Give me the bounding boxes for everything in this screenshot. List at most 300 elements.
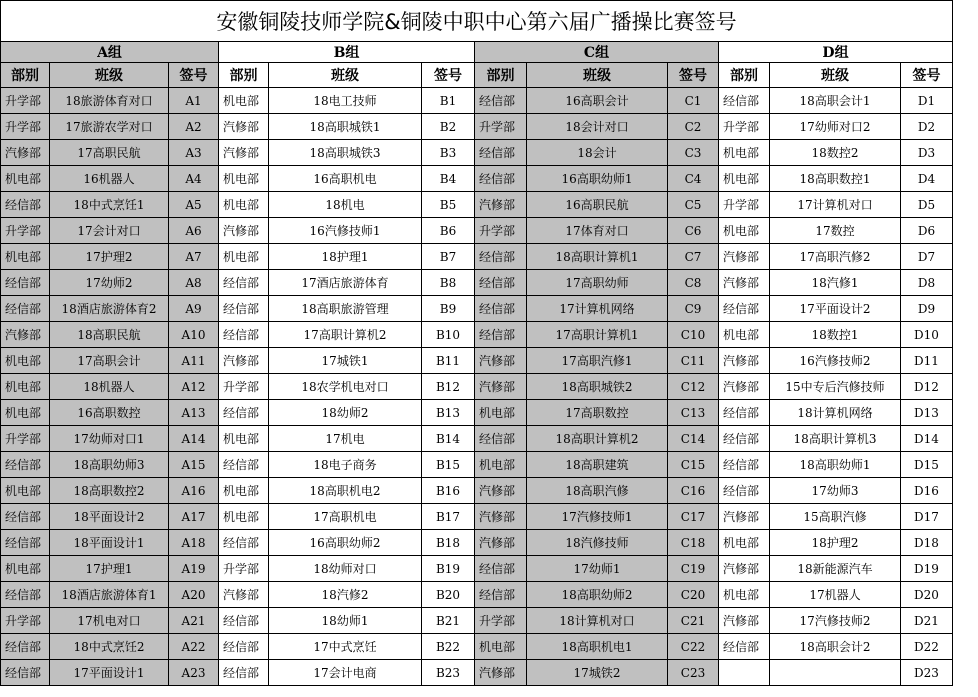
class-cell: 18汽修2 [269,582,422,608]
number-cell: C6 [668,218,719,244]
dept-cell: 升学部 [1,114,50,140]
number-cell: B5 [422,192,475,218]
dept-cell: 机电部 [219,478,269,504]
class-cell: 17酒店旅游体育 [269,270,422,296]
table-row [1,504,953,530]
dept-cell: 汽修部 [719,348,770,374]
dept-cell: 机电部 [219,166,269,192]
number-cell: B12 [422,374,475,400]
dept-cell: 汽修部 [475,478,527,504]
dept-cell: 经信部 [1,660,50,686]
number-cell: A8 [169,270,219,296]
number-cell: B18 [422,530,475,556]
dept-cell: 升学部 [219,374,269,400]
class-cell: 18汽修技师 [527,530,668,556]
dept-cell: 机电部 [719,530,770,556]
class-cell: 16高职幼师1 [527,166,668,192]
table-row [1,348,953,374]
class-cell: 17城铁2 [527,660,668,686]
class-cell: 18幼师2 [269,400,422,426]
number-cell: A7 [169,244,219,270]
number-cell: D13 [901,400,953,426]
number-cell: D7 [901,244,953,270]
class-cell: 17会计对口 [50,218,169,244]
dept-cell: 机电部 [219,426,269,452]
class-cell: 17高职汽修2 [770,244,901,270]
class-cell: 16高职幼师2 [269,530,422,556]
number-cell: C8 [668,270,719,296]
number-cell: C3 [668,140,719,166]
number-cell: B4 [422,166,475,192]
table-row [1,478,953,504]
dept-cell: 汽修部 [719,556,770,582]
number-cell: D21 [901,608,953,634]
dept-cell: 机电部 [219,192,269,218]
class-cell: 18幼师1 [269,608,422,634]
class-cell: 18高职幼师2 [527,582,668,608]
class-cell: 17汽修技师1 [527,504,668,530]
dept-cell: 机电部 [475,400,527,426]
class-cell: 17高职计算机1 [527,322,668,348]
number-cell: A11 [169,348,219,374]
number-cell: B7 [422,244,475,270]
class-cell: 18高职会计2 [770,634,901,660]
class-cell: 18平面设计2 [50,504,169,530]
class-cell: 17高职会计 [50,348,169,374]
class-cell: 18高职幼师3 [50,452,169,478]
number-cell: C5 [668,192,719,218]
number-cell: B21 [422,608,475,634]
dept-cell: 经信部 [475,270,527,296]
dept-cell: 机电部 [1,244,50,270]
class-cell: 18高职城铁1 [269,114,422,140]
number-cell: A13 [169,400,219,426]
class-cell: 18高职数控1 [770,166,901,192]
number-cell: C15 [668,452,719,478]
class-cell: 18护理2 [770,530,901,556]
class-cell: 17幼师对口2 [770,114,901,140]
class-cell: 18中式烹饪2 [50,634,169,660]
class-cell: 18高职会计1 [770,88,901,114]
dept-cell: 升学部 [475,218,527,244]
dept-cell: 升学部 [719,192,770,218]
dept-cell: 经信部 [219,400,269,426]
table-row [1,374,953,400]
number-cell: C13 [668,400,719,426]
number-cell: A9 [169,296,219,322]
number-cell: D20 [901,582,953,608]
class-cell: 16汽修技师1 [269,218,422,244]
dept-cell: 经信部 [219,452,269,478]
column-header-cls: 班级 [269,63,422,88]
table-row [1,218,953,244]
dept-cell: 经信部 [1,192,50,218]
table-row [1,660,953,686]
dept-cell: 升学部 [719,114,770,140]
dept-cell: 经信部 [719,634,770,660]
dept-cell: 经信部 [1,504,50,530]
dept-cell: 汽修部 [219,348,269,374]
dept-cell: 机电部 [219,244,269,270]
dept-cell: 机电部 [475,634,527,660]
dept-cell: 经信部 [219,634,269,660]
dept-cell: 经信部 [1,270,50,296]
number-cell: D4 [901,166,953,192]
column-header-dept: 部别 [475,63,527,88]
number-cell: A16 [169,478,219,504]
dept-cell: 机电部 [719,322,770,348]
number-cell: D12 [901,374,953,400]
class-cell: 18高职计算机1 [527,244,668,270]
number-cell: D19 [901,556,953,582]
class-cell: 17平面设计2 [770,296,901,322]
group-label: D组 [719,42,953,63]
table-row [1,322,953,348]
class-cell: 18护理1 [269,244,422,270]
dept-cell: 经信部 [219,322,269,348]
class-cell: 18高职旅游管理 [269,296,422,322]
class-cell: 18数控1 [770,322,901,348]
dept-cell: 机电部 [719,140,770,166]
number-cell: A6 [169,218,219,244]
class-cell: 18高职计算机2 [527,426,668,452]
class-cell: 17幼师3 [770,478,901,504]
dept-cell: 汽修部 [719,504,770,530]
number-cell: A10 [169,322,219,348]
class-cell: 18新能源汽车 [770,556,901,582]
table-row [1,582,953,608]
dept-cell: 机电部 [1,166,50,192]
class-cell: 17高职幼师 [527,270,668,296]
class-cell: 17平面设计1 [50,660,169,686]
class-cell: 15高职汽修 [770,504,901,530]
class-cell: 17汽修技师2 [770,608,901,634]
number-cell: D10 [901,322,953,348]
dept-cell: 升学部 [1,218,50,244]
number-cell: D8 [901,270,953,296]
number-cell: B14 [422,426,475,452]
dept-cell: 经信部 [719,426,770,452]
class-cell: 17高职机电 [269,504,422,530]
dept-cell: 经信部 [719,88,770,114]
number-cell: A21 [169,608,219,634]
number-cell: B16 [422,478,475,504]
dept-cell: 机电部 [1,400,50,426]
number-cell: B2 [422,114,475,140]
table-row [1,244,953,270]
class-cell: 15中专后汽修技师 [770,374,901,400]
dept-cell: 升学部 [475,608,527,634]
dept-cell: 经信部 [475,426,527,452]
dept-cell: 汽修部 [475,660,527,686]
column-header-num: 签号 [422,63,475,88]
class-cell: 17护理1 [50,556,169,582]
class-cell: 18高职幼师1 [770,452,901,478]
dept-cell: 机电部 [219,88,269,114]
class-cell: 18高职城铁3 [269,140,422,166]
class-cell: 18电工技师 [269,88,422,114]
column-header-cls: 班级 [50,63,169,88]
number-cell: C20 [668,582,719,608]
number-cell: B9 [422,296,475,322]
number-cell: D1 [901,88,953,114]
class-cell: 18高职汽修 [527,478,668,504]
number-cell: C22 [668,634,719,660]
dept-cell: 汽修部 [719,270,770,296]
number-cell: B10 [422,322,475,348]
class-cell: 18电子商务 [269,452,422,478]
table-row [1,530,953,556]
number-cell: C17 [668,504,719,530]
column-header-cls: 班级 [527,63,668,88]
class-cell: 16机器人 [50,166,169,192]
class-cell: 18中式烹饪1 [50,192,169,218]
number-cell: C4 [668,166,719,192]
class-cell: 17高职计算机2 [269,322,422,348]
number-cell: D2 [901,114,953,140]
number-cell: B23 [422,660,475,686]
class-cell: 17机电 [269,426,422,452]
dept-cell: 汽修部 [219,582,269,608]
number-cell: A2 [169,114,219,140]
dept-cell: 经信部 [475,556,527,582]
column-header-cls: 班级 [770,63,901,88]
class-cell: 16高职数控 [50,400,169,426]
dept-cell: 升学部 [1,426,50,452]
number-cell: B11 [422,348,475,374]
number-cell: B13 [422,400,475,426]
dept-cell: 经信部 [475,244,527,270]
number-cell: D14 [901,426,953,452]
class-cell: 17幼师2 [50,270,169,296]
class-cell: 16高职会计 [527,88,668,114]
class-cell: 17计算机对口 [770,192,901,218]
dept-cell: 机电部 [1,556,50,582]
table-row [1,270,953,296]
number-cell: C19 [668,556,719,582]
dept-cell: 汽修部 [219,114,269,140]
class-cell: 18高职机电2 [269,478,422,504]
dept-cell: 机电部 [219,504,269,530]
dept-cell: 汽修部 [219,140,269,166]
number-cell: C14 [668,426,719,452]
dept-cell: 经信部 [475,296,527,322]
class-cell: 17城铁1 [269,348,422,374]
dept-cell: 经信部 [475,166,527,192]
class-cell: 18会计对口 [527,114,668,140]
number-cell: B3 [422,140,475,166]
dept-cell: 经信部 [475,88,527,114]
number-cell: D3 [901,140,953,166]
column-header-row [1,63,953,88]
dept-cell: 经信部 [1,530,50,556]
dept-cell: 经信部 [719,400,770,426]
class-cell: 18高职数控2 [50,478,169,504]
number-cell: D16 [901,478,953,504]
number-cell: B19 [422,556,475,582]
table-row [1,140,953,166]
class-cell: 18高职机电1 [527,634,668,660]
dept-cell: 升学部 [1,88,50,114]
dept-cell: 机电部 [1,348,50,374]
column-header-num: 签号 [901,63,953,88]
dept-cell: 经信部 [719,452,770,478]
dept-cell: 经信部 [1,296,50,322]
dept-cell: 经信部 [1,634,50,660]
class-cell: 18计算机对口 [527,608,668,634]
class-cell: 18旅游体育对口 [50,88,169,114]
class-cell: 18高职城铁2 [527,374,668,400]
number-cell: D11 [901,348,953,374]
number-cell: D9 [901,296,953,322]
dept-cell: 经信部 [475,322,527,348]
group-header-row [1,42,953,63]
class-cell: 18汽修1 [770,270,901,296]
table-row [1,296,953,322]
class-cell: 17中式烹饪 [269,634,422,660]
class-cell: 16高职民航 [527,192,668,218]
class-cell: 17机器人 [770,582,901,608]
number-cell: A12 [169,374,219,400]
class-cell: 18高职民航 [50,322,169,348]
class-cell: 18酒店旅游体育1 [50,582,169,608]
group-label: B组 [219,42,475,63]
number-cell: A1 [169,88,219,114]
number-cell: D6 [901,218,953,244]
class-cell: 18数控2 [770,140,901,166]
class-cell: 18高职建筑 [527,452,668,478]
class-cell: 18平面设计1 [50,530,169,556]
dept-cell: 汽修部 [475,374,527,400]
dept-cell [719,660,770,686]
number-cell: B20 [422,582,475,608]
number-cell: C23 [668,660,719,686]
dept-cell: 升学部 [1,608,50,634]
class-cell: 17体育对口 [527,218,668,244]
number-cell: A18 [169,530,219,556]
dept-cell: 经信部 [219,530,269,556]
dept-cell: 机电部 [475,452,527,478]
dept-cell: 机电部 [1,374,50,400]
number-cell: C9 [668,296,719,322]
page-title: 安徽铜陵技师学院&铜陵中职中心第六届广播操比赛签号 [1,1,953,42]
table-row [1,400,953,426]
class-cell: 17旅游农学对口 [50,114,169,140]
dept-cell: 经信部 [719,478,770,504]
number-cell: D17 [901,504,953,530]
class-cell: 16高职机电 [269,166,422,192]
number-cell: D5 [901,192,953,218]
dept-cell: 经信部 [219,608,269,634]
dept-cell: 汽修部 [475,504,527,530]
dept-cell: 经信部 [475,140,527,166]
number-cell: A17 [169,504,219,530]
number-cell: A5 [169,192,219,218]
number-cell: A23 [169,660,219,686]
number-cell: D23 [901,660,953,686]
class-cell: 17幼师对口1 [50,426,169,452]
number-cell: C18 [668,530,719,556]
class-cell: 17幼师1 [527,556,668,582]
dept-cell: 汽修部 [719,608,770,634]
dept-cell: 机电部 [719,582,770,608]
number-cell: A3 [169,140,219,166]
number-cell: D22 [901,634,953,660]
dept-cell: 升学部 [219,556,269,582]
class-cell: 17机电对口 [50,608,169,634]
number-cell: C2 [668,114,719,140]
column-header-num: 签号 [169,63,219,88]
table-row [1,88,953,114]
dept-cell: 汽修部 [475,348,527,374]
dept-cell: 经信部 [475,582,527,608]
class-cell: 18机器人 [50,374,169,400]
dept-cell: 机电部 [1,478,50,504]
dept-cell: 汽修部 [475,192,527,218]
dept-cell: 汽修部 [1,140,50,166]
class-cell: 18机电 [269,192,422,218]
class-cell: 17高职民航 [50,140,169,166]
class-cell: 17会计电商 [269,660,422,686]
number-cell: D15 [901,452,953,478]
table-row [1,192,953,218]
class-cell [770,660,901,686]
class-cell: 17护理2 [50,244,169,270]
table-row [1,608,953,634]
dept-cell: 汽修部 [219,218,269,244]
number-cell: B1 [422,88,475,114]
number-cell: B22 [422,634,475,660]
dept-cell: 汽修部 [475,530,527,556]
class-cell: 17数控 [770,218,901,244]
number-cell: A14 [169,426,219,452]
dept-cell: 经信部 [1,452,50,478]
column-header-dept: 部别 [219,63,269,88]
number-cell: B17 [422,504,475,530]
dept-cell: 经信部 [219,296,269,322]
dept-cell: 机电部 [719,218,770,244]
dept-cell: 经信部 [219,660,269,686]
group-label: A组 [1,42,219,63]
column-header-dept: 部别 [719,63,770,88]
number-cell: A19 [169,556,219,582]
dept-cell: 经信部 [219,270,269,296]
class-cell: 17计算机网络 [527,296,668,322]
number-cell: A22 [169,634,219,660]
class-cell: 18计算机网络 [770,400,901,426]
dept-cell: 汽修部 [719,374,770,400]
number-cell: D18 [901,530,953,556]
class-cell: 18酒店旅游体育2 [50,296,169,322]
number-cell: A4 [169,166,219,192]
number-cell: B8 [422,270,475,296]
dept-cell: 经信部 [719,296,770,322]
table-row [1,166,953,192]
class-cell: 18高职计算机3 [770,426,901,452]
group-label: C组 [475,42,719,63]
table-row [1,114,953,140]
dept-cell: 汽修部 [719,244,770,270]
number-cell: B6 [422,218,475,244]
number-cell: C10 [668,322,719,348]
table-row [1,452,953,478]
column-header-dept: 部别 [1,63,50,88]
dept-cell: 机电部 [719,166,770,192]
class-cell: 18农学机电对口 [269,374,422,400]
number-cell: C11 [668,348,719,374]
table-row [1,426,953,452]
number-cell: A20 [169,582,219,608]
